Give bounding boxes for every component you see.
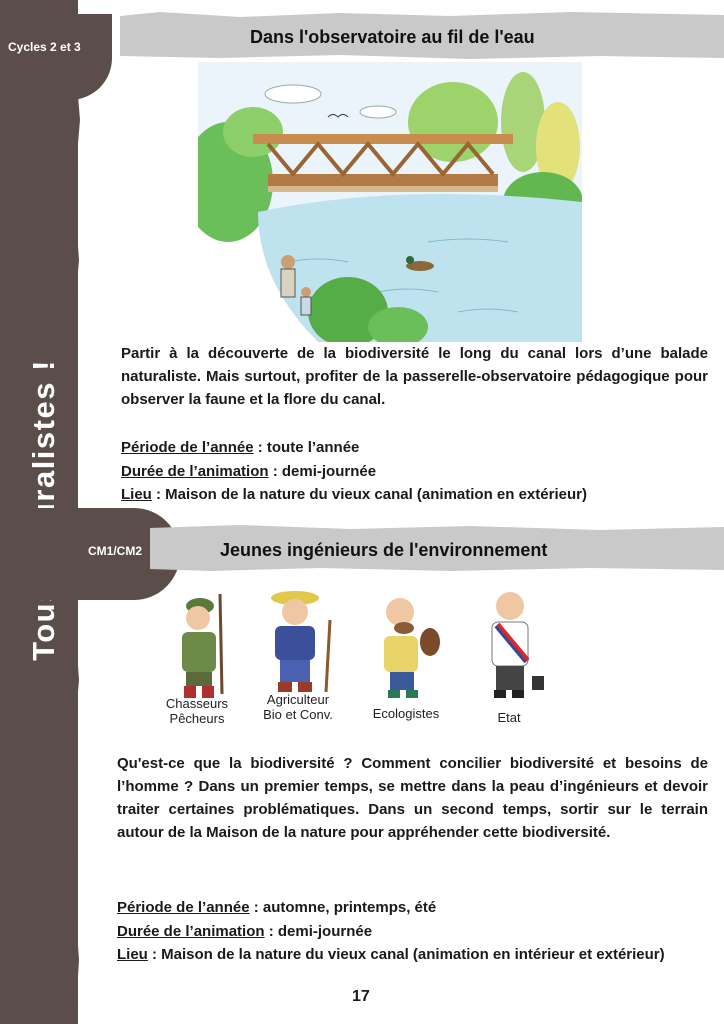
section1-description: Partir à la découverte de la biodiversité le long du canal lors d’une balade naturaliste. Mais surtout, profiter de la passerelle-observatoire pédagogique pour observer la faune et la flore du canal. — [121, 345, 708, 408]
cycle-tab — [0, 14, 112, 100]
character-label-farmer — [256, 692, 340, 722]
section2-place-row — [117, 943, 708, 967]
state-figure — [492, 592, 544, 698]
farmer-figure — [271, 591, 330, 692]
level-tab-label: CM1/CM2 — [88, 544, 143, 558]
period-label: Période de l’année — [117, 899, 250, 916]
characters-illustration — [160, 584, 580, 734]
period-label: Période de l’année — [121, 439, 254, 456]
character-label-line: Chasseurs — [165, 696, 229, 711]
section1-details — [121, 436, 711, 507]
character-label-line: Agriculteur — [266, 692, 330, 707]
cycle-tab-label: Cycles 2 et 3 — [8, 40, 81, 54]
character-label-line: Bio et Conv. — [263, 707, 333, 722]
period-value: : automne, printemps, été — [249, 899, 437, 916]
section2-duration-row — [117, 920, 708, 944]
section1-period-row — [121, 436, 711, 460]
duration-label: Durée de l’animation — [117, 922, 265, 940]
period-value: : toute l’année — [253, 439, 360, 456]
section2-title: Jeunes ingénieurs de l'environnement — [220, 540, 548, 560]
character-label-hunters — [160, 696, 234, 726]
character-label-state — [484, 710, 534, 725]
section2-period-row — [117, 896, 708, 920]
place-value: : Maison de la nature du vieux canal (animation en extérieur) — [151, 486, 587, 503]
duration-value: : demi-journée — [264, 922, 373, 940]
section2-details — [117, 896, 708, 967]
section1-duration-row — [121, 460, 711, 484]
character-label-ecologists — [364, 706, 448, 721]
section2-description: Qu'est-ce que la biodiversité ? Comment concilier biodiversité et besoins de l’homme ? Dans un premier temps, se mettre dans la peau d’ingénieurs et devoir traiter certaines problématiques. Dans un second temps, sortir sur le terrain autour de la Maison de la nature pour appréhender cette biodiversité. — [117, 755, 708, 841]
place-label: Lieu — [121, 486, 152, 503]
character-label-line: Pêcheurs — [169, 711, 225, 726]
character-label-line: Ecologistes — [372, 706, 440, 721]
duration-label: Durée de l’animation — [121, 462, 269, 480]
section1-title: Dans l'observatoire au fil de l'eau — [250, 27, 535, 47]
place-label: Lieu — [117, 946, 148, 963]
hunter-figure — [182, 594, 222, 698]
page-number: 17 — [352, 988, 370, 1005]
duration-value: : demi-journée — [268, 462, 377, 480]
place-value: : Maison de la nature du vieux canal (animation en intérieur et extérieur) — [147, 946, 665, 963]
section1-place-row — [121, 483, 711, 507]
ecologist-figure — [384, 598, 440, 698]
observatory-illustration — [198, 62, 582, 342]
character-label-line: Etat — [497, 710, 521, 725]
